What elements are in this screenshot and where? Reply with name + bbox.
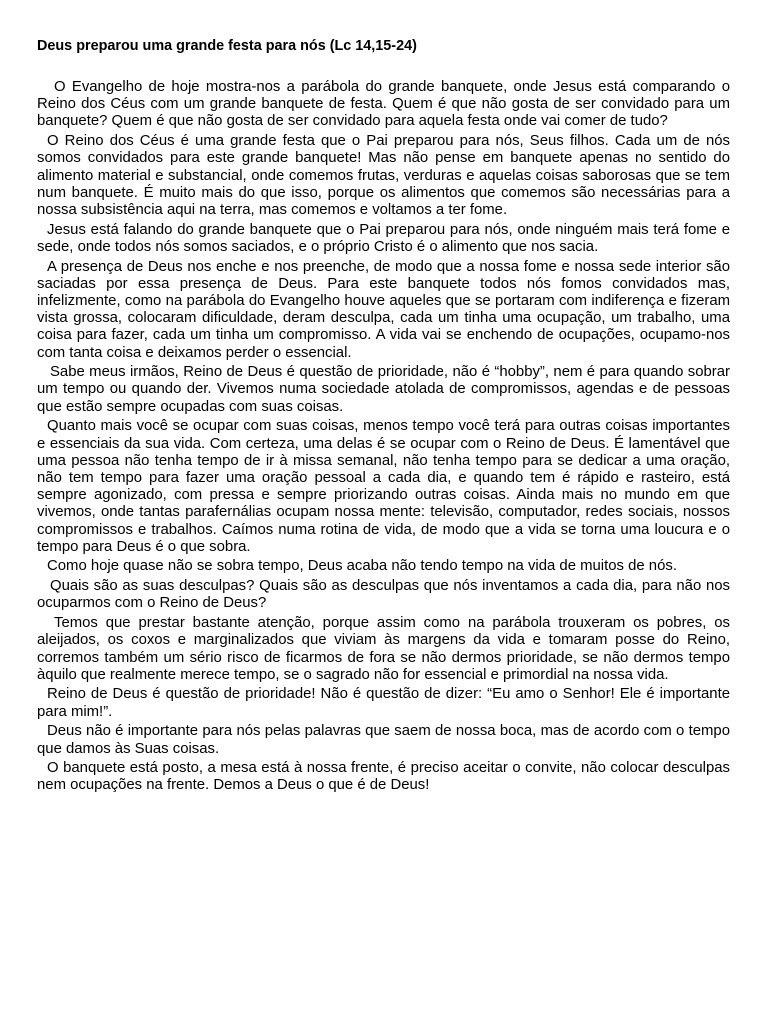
paragraph: Quanto mais você se ocupar com suas coisas, menos tempo você terá para outras coisas importantes e essenciais da sua vida. Com certeza, uma delas é se ocupar com o Reino de Deus. É lamentável que uma pessoa não tenha tempo de ir à missa semanal, não tenha tempo para se dedicar a uma oração, não tem tempo para fazer uma oração pessoal a cada dia, e quando tem é rápido e rasteiro, está sempre agonizado, com pressa e sempre priorizando outras coisas. Ainda mais no mundo em que vivemos, onde tantas parafernálias ocupam nossa mente: televisão, computador, redes sociais, nossos compromissos e trabalhos. Caímos numa rotina de vida, de modo que a vida se torna uma loucura e o tempo para Deus é o que sobra. (37, 418, 730, 555)
paragraph: O Reino dos Céus é uma grande festa que o Pai preparou para nós, Seus filhos. Cada um de nós somos convidados para este grande banquete! Mas não pense em banquete apenas no sentido do alimento material e substancial, onde comemos frutas, verduras e aquelas coisas saborosas que se tem num banquete. É muito mais do que isso, porque os alimentos que comemos são necessárias para a nossa subsistência aqui na terra, mas comemos e voltamos a ter fome. (37, 133, 730, 218)
document-page (37, 0, 730, 1024)
paragraph: Temos que prestar bastante atenção, porque assim como na parábola trouxeram os pobres, os aleijados, os coxos e marginalizados que viviam às margens da vida e tomaram posse do Reino, corremos também um sério risco de ficarmos de fora se não dermos prioridade, se não dermos tempo àquilo que realmente merece tempo, se o sagrado não for essencial e primordial na nossa vida. (37, 615, 730, 683)
paragraph: A presença de Deus nos enche e nos preenche, de modo que a nossa fome e nossa sede interior são saciadas por essa presença de Deus. Para este banquete todos nós fomos convidados mas, infelizmente, como na parábola do Evangelho houve aqueles que se portaram com indiferença e fizeram vista grossa, colocaram dificuldade, deram desculpa, cada um tinha uma ocupação, um trabalho, uma coisa para fazer, cada um tinha um compromisso. A vida vai se enchendo de ocupações, ocupamo-nos com tanta coisa e deixamos perder o essencial. (37, 258, 730, 361)
paragraph: O banquete está posto, a mesa está à nossa frente, é preciso aceitar o convite, não colocar desculpas nem ocupações na frente. Demos a Deus o que é de Deus! (37, 760, 730, 794)
paragraph: Deus não é importante para nós pelas palavras que saem de nossa boca, mas de acordo com o tempo que damos às Suas coisas. (37, 723, 730, 757)
paragraph: Como hoje quase não se sobra tempo, Deus acaba não tendo tempo na vida de muitos de nós. (47, 558, 677, 575)
paragraph: Sabe meus irmãos, Reino de Deus é questão de prioridade, não é “hobby”, nem é para quando sobrar um tempo ou quando der. Vivemos numa sociedade atolada de compromissos, agendas e de pessoas que estão sempre ocupadas com suas coisas. (37, 364, 730, 415)
paragraph: Reino de Deus é questão de prioridade! Não é questão de dizer: “Eu amo o Senhor! Ele é importante para mim!”. (37, 686, 730, 720)
paragraph: Jesus está falando do grande banquete que o Pai preparou para nós, onde ninguém mais terá fome e sede, onde todos nós somos saciados, e o próprio Cristo é o alimento que nos sacia. (37, 221, 730, 255)
document-body (37, 79, 730, 795)
paragraph: Quais são as suas desculpas? Quais são as desculpas que nós inventamos a cada dia, para não nos ocuparmos com o Reino de Deus? (37, 578, 730, 612)
document-title: Deus preparou uma grande festa para nós (Lc 14,15-24) (37, 38, 417, 54)
paragraph: O Evangelho de hoje mostra-nos a parábola do grande banquete, onde Jesus está comparando o Reino dos Céus com um grande banquete de festa. Quem é que não gosta de ser convidado para um banquete? Quem é que não gosta de ser convidado para aquela festa onde vai comer de tudo? (37, 79, 730, 130)
